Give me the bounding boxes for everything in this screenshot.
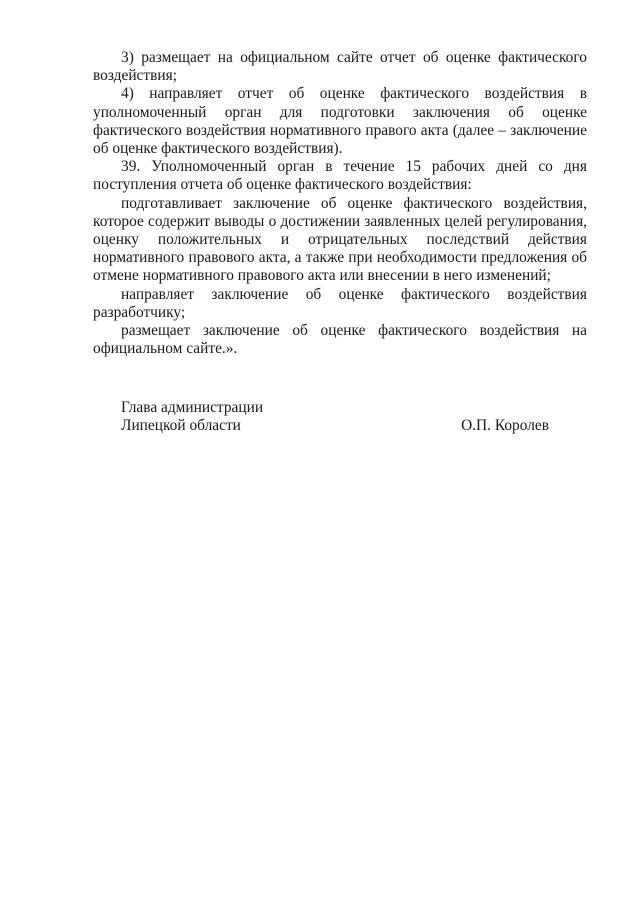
document-body — [93, 49, 587, 358]
paragraph-item-3: 3) размещает на официальном сайте отчет об оценке фактического воздействия; — [93, 49, 587, 85]
signatory-position-line1: Глава администрации — [121, 399, 264, 416]
paragraph-prepares-conclusion: подготавливает заключение об оценке фактического воздействия, которое содержит выводы о достижении заявленных целей регулирования, оценку положительных и отрицательных последствий действия нормативного правового акта, а также при необходимости предложения об отмене нормативного правового акта или внесении в него изменений; — [93, 194, 587, 285]
signatory-position-line2: Липецкой области — [121, 417, 241, 435]
paragraph-clause-39: 39. Уполномоченный орган в течение 15 рабочих дней со дня поступления отчета об оценке фактического воздействия: — [93, 158, 587, 194]
paragraph-publishes-conclusion: размещает заключение об оценке фактического воздействия на официальном сайте.». — [93, 322, 587, 358]
signatory-name: О.П. Королев — [461, 417, 549, 435]
signature-line — [121, 417, 549, 435]
paragraph-item-4: 4) направляет отчет об оценке фактического воздействия в уполномоченный орган для подготовки заключения об оценке фактического воздействия нормативного правого акта (далее – заключение об оценке фактического воздействия). — [93, 85, 587, 158]
paragraph-sends-conclusion: направляет заключение об оценке фактического воздействия разработчику; — [93, 285, 587, 321]
signature-block — [121, 399, 549, 435]
